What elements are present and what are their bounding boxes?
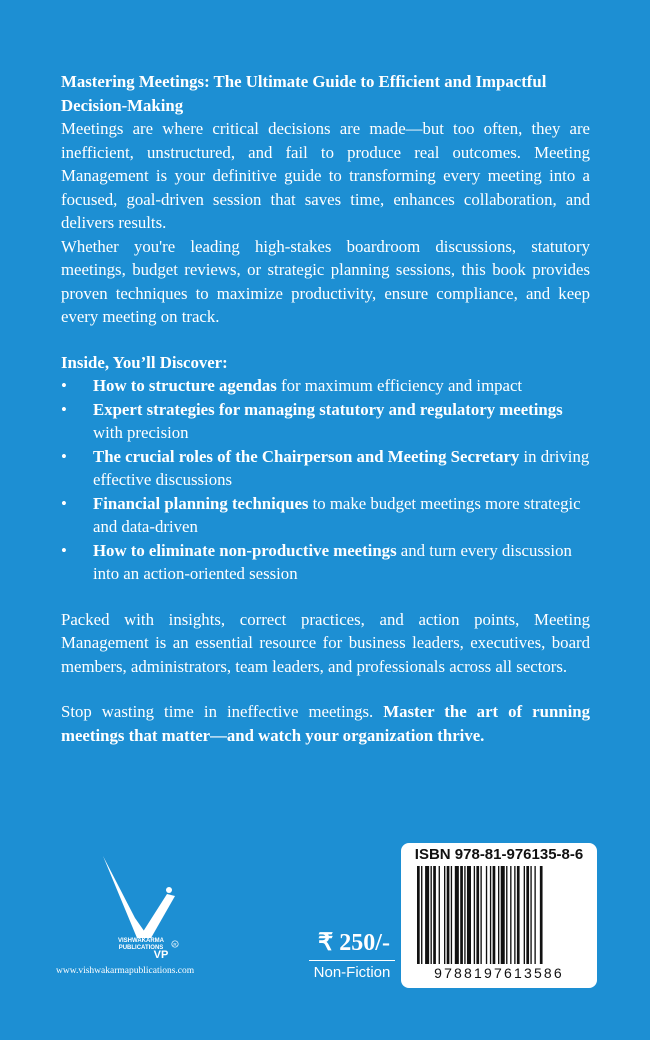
barcode-bar xyxy=(451,866,452,964)
list-item: • Financial planning techniques to make budget meetings more strategic and data-driven xyxy=(61,493,581,536)
price-label: ₹ 250/- xyxy=(318,930,390,956)
barcode-bar xyxy=(524,866,525,964)
blurb xyxy=(61,70,590,747)
barcode-bar xyxy=(534,866,535,964)
blurb-title: Mastering Meetings: The Ultimate Guide to Efficient and Impactful Decision-Making xyxy=(61,72,547,115)
barcode-bar xyxy=(517,866,520,964)
isbn-barcode-block xyxy=(401,843,597,988)
context-paragraph: Whether you're leading high-stakes boardroom discussions, statutory meetings, budget reviews, or strategic planning sessions, this book provides proven techniques to maximize productivity, ensure compliance, and keep every meeting on track. xyxy=(61,236,590,326)
genre-label: Non-Fiction xyxy=(313,964,391,981)
barcode-bar xyxy=(439,866,440,964)
barcode-bar xyxy=(447,866,450,964)
barcode-bar xyxy=(514,866,515,964)
publisher-website: www.vishwakarmapublications.com xyxy=(56,966,195,976)
barcode-bar xyxy=(493,866,496,964)
closing-paragraph: Stop wasting time in ineffective meetings. Master the art of running meetings that matter—and watch your organization thrive. xyxy=(61,702,590,745)
publisher-logo xyxy=(95,852,185,962)
price-divider xyxy=(309,960,395,961)
discover-list xyxy=(61,374,590,586)
barcode-bar xyxy=(526,866,529,964)
barcode-bar xyxy=(498,866,499,964)
publisher-name-line1: VISHWAKARMA xyxy=(118,938,164,944)
barcode-bar xyxy=(476,866,479,964)
barcode-bar xyxy=(506,866,507,964)
barcode-bar xyxy=(474,866,475,964)
barcode xyxy=(417,866,589,968)
barcode-bar xyxy=(501,866,505,964)
audience-paragraph: Packed with insights, correct practices, and action points, Meeting Management is an essential resource for business leaders, executives, board members, administrators, team leaders, and professionals across all sectors. xyxy=(61,609,590,676)
bullet-icon: • xyxy=(61,446,67,466)
bullet-icon: • xyxy=(61,376,67,395)
list-item: • How to eliminate non-productive meetings and turn every discussion into an action-oriented session xyxy=(61,540,572,583)
list-item: • The crucial roles of the Chairperson and Meeting Secretary in driving effective discussions xyxy=(61,446,590,489)
barcode-bar xyxy=(460,866,463,964)
publisher-monogram: VP xyxy=(153,949,169,961)
isbn-digits: 9788197613586 xyxy=(434,965,564,981)
isbn-label: ISBN 978-81-976135-8-6 xyxy=(414,846,584,863)
barcode-bar xyxy=(455,866,459,964)
bullet-icon: • xyxy=(61,493,67,513)
barcode-bar xyxy=(486,866,487,964)
bullet-icon: • xyxy=(61,540,67,560)
barcode-bar xyxy=(530,866,531,964)
barcode-bar xyxy=(433,866,436,964)
barcode-bar xyxy=(417,866,420,964)
list-item: • How to structure agendas for maximum efficiency and impact xyxy=(61,374,590,398)
barcode-bar xyxy=(510,866,511,964)
barcode-bar xyxy=(540,866,543,964)
list-item: • Expert strategies for managing statutory and regulatory meetings with precision xyxy=(61,399,563,442)
barcode-bar xyxy=(425,866,429,964)
barcode-bar xyxy=(444,866,445,964)
registered-mark: R xyxy=(173,942,177,947)
barcode-bar xyxy=(464,866,465,964)
publisher-name-line2: PUBLICATIONS xyxy=(118,945,164,951)
intro-paragraph: Meetings are where critical decisions are made—but too often, they are inefficient, unstructured, and fail to produce real outcomes. Meeting Management is your definitive guide to transforming every meeting into a focused, goal-driven session that saves time, enhances collaboration, and delivers results. xyxy=(61,119,590,232)
barcode-bar xyxy=(421,866,422,964)
barcode-bar xyxy=(431,866,432,964)
barcode-bar xyxy=(467,866,471,964)
barcode-bar xyxy=(490,866,491,964)
barcode-bar xyxy=(480,866,481,964)
discover-heading: Inside, You’ll Discover: xyxy=(61,352,228,372)
bullet-icon: • xyxy=(61,399,67,419)
